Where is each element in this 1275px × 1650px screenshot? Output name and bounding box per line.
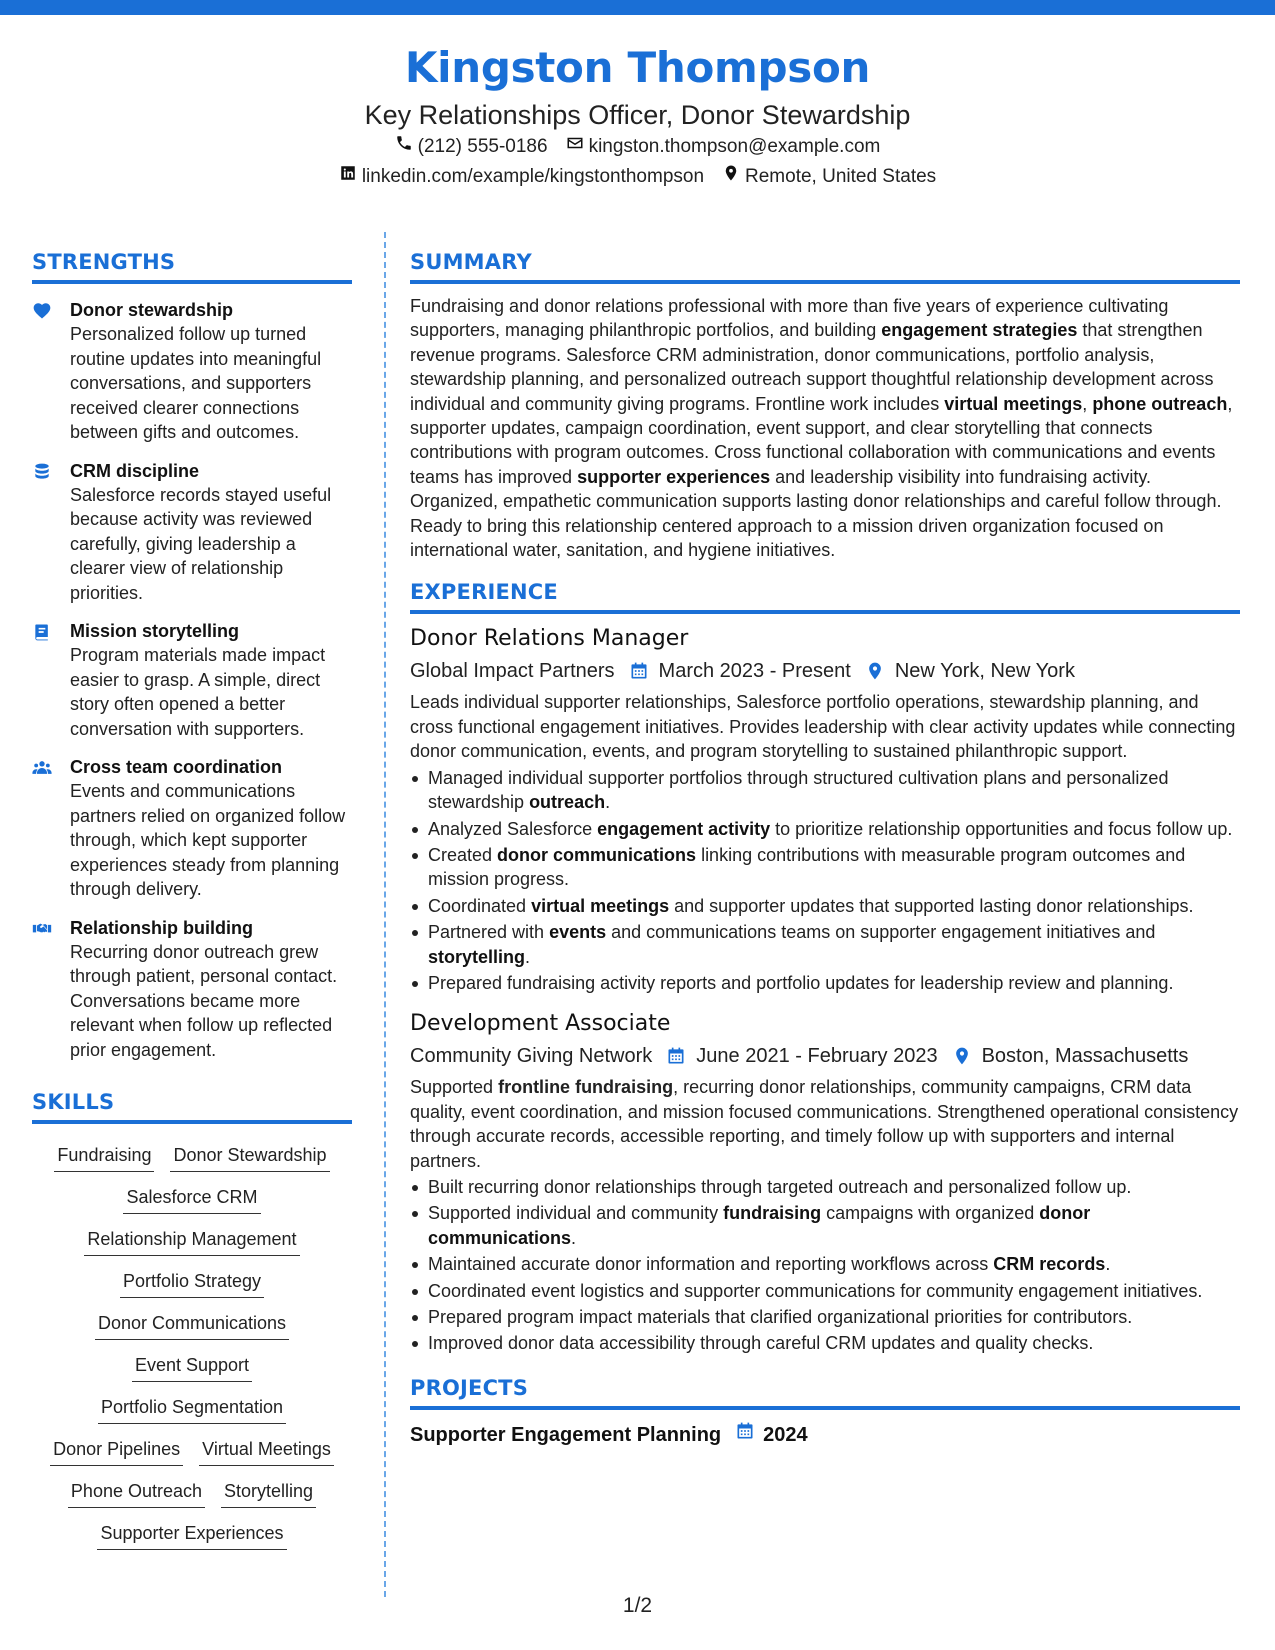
strength-desc: Program materials made impact easier to grasp. A simple, direct story often opened a better conversation with supporters.: [70, 645, 326, 739]
bullet-text: Analyzed Salesforce: [428, 818, 598, 839]
strength-desc: Events and communications partners relied on organized follow through, which kept supporter experiences steady from planning through delivery.: [70, 781, 346, 899]
strength-title: CRM discipline: [70, 460, 200, 481]
bullet-item: [410, 894, 1240, 918]
bullet-text: Prepared fundraising activity reports and portfolio updates for leadership review and planning.: [428, 972, 1174, 993]
desc-text: , recurring donor relationships, community campaigns, CRM data quality, event coordination, and mission focused communications. Strengthened operational consistency through accurate records, accessible reporting, and timely follow up with supporters and internal partners.: [410, 1077, 1239, 1171]
job-bullets: [410, 1175, 1240, 1356]
envelope-icon: [566, 132, 584, 162]
company-name: Global Impact Partners: [410, 660, 615, 683]
skill-tag: Donor Communications: [95, 1310, 289, 1340]
users-icon: [32, 755, 70, 902]
desc-keyword: frontline fundraising: [498, 1077, 674, 1098]
right-column: [410, 248, 1240, 1450]
bullet-text: .: [525, 946, 531, 967]
top-accent-bar: [0, 0, 1275, 15]
phone-icon: [395, 132, 413, 162]
project-entry: [410, 1420, 1240, 1450]
bullet-text: Built recurring donor relationships through targeted outreach and personalized follow up.: [428, 1176, 1132, 1197]
bullet-item: [410, 1252, 1240, 1276]
bullet-item: [410, 920, 1240, 969]
bullet-text: .: [1105, 1254, 1111, 1275]
bullet-item: [410, 1331, 1240, 1355]
calendar-icon: [721, 1420, 763, 1450]
bullet-text: .: [605, 792, 611, 813]
map-pin-icon: [851, 661, 895, 681]
linkedin-link[interactable]: linkedin.com/example/kingstonthompson: [361, 166, 705, 187]
bullet-item: [410, 1201, 1240, 1250]
bullet-keyword: virtual meetings: [531, 895, 670, 916]
summary-heading: SUMMARY: [410, 248, 1240, 284]
linkedin-item[interactable]: [339, 162, 704, 192]
book-icon: [32, 619, 70, 741]
skill-tag: Fundraising: [54, 1142, 154, 1172]
bullet-item: [410, 766, 1240, 815]
strength-title: Cross team coordination: [70, 757, 283, 777]
bullet-text: Improved donor data accessibility through careful CRM updates and quality checks.: [428, 1333, 1094, 1354]
project-title: Supporter Engagement Planning: [410, 1423, 722, 1446]
bullet-keyword: storytelling: [428, 946, 526, 967]
job-dates: June 2021 - February 2023: [696, 1045, 938, 1068]
bullet-keyword: fundraising: [723, 1203, 822, 1224]
strength-title: Donor stewardship: [70, 300, 234, 320]
bullet-item: [410, 843, 1240, 892]
skill-tag: Donor Pipelines: [50, 1436, 183, 1466]
map-pin-icon: [938, 1046, 982, 1066]
skill-tag: Storytelling: [221, 1478, 316, 1508]
summary-text: [410, 294, 1240, 562]
bullet-item: [410, 971, 1240, 995]
skill-tag: Event Support: [132, 1352, 252, 1382]
bullet-text: linking contributions with measurable program outcomes and mission progress.: [428, 844, 1186, 890]
strength-title: Relationship building: [70, 917, 253, 938]
bullet-text: Managed individual supporter portfolios through structured cultivation plans and personalized stewardship: [428, 767, 1169, 813]
projects-heading: PROJECTS: [410, 1374, 1240, 1410]
strengths-heading: STRENGTHS: [32, 248, 352, 284]
job-meta: [410, 1041, 1240, 1071]
calendar-icon: [615, 661, 659, 681]
job-title: Development Associate: [410, 1011, 671, 1037]
job-description: Leads individual supporter relationships, Salesforce portfolio operations, stewardship planning, and cross functional engagement initiatives. Provides leadership with clear activity updates while connecting donor communication, events, and program storytelling to sustained philanthropic support.: [410, 692, 1236, 762]
bullet-keyword: donor communications: [428, 1203, 1091, 1248]
bullet-keyword: events: [549, 922, 607, 943]
skill-tag: Virtual Meetings: [199, 1436, 334, 1466]
skill-tag: Portfolio Segmentation: [98, 1394, 286, 1424]
bullet-text: Supported individual and community: [428, 1203, 724, 1224]
summary-part: and leadership visibility into fundraising activity. Organized, empathetic communication supports lasting donor relationships and careful follow through. Ready to bring this relationship centered approach to a mission driven organization focused on international water, sanitation, and hygiene initiatives.: [410, 466, 1222, 561]
summary-part: , supporter updates, campaign coordination, event support, and clear storytelling that connects contributions with program outcomes. Cross functional collaboration with communications and events teams has improved: [410, 393, 1233, 487]
summary-part: ,: [1082, 393, 1093, 414]
job-meta: [410, 656, 1240, 686]
strength-desc: Recurring donor outreach grew through patient, personal contact. Conversations became more relevant when follow up reflected prior engagement.: [70, 941, 338, 1060]
phone-text: (212) 555-0186: [417, 136, 548, 157]
bullet-text: Partnered with: [428, 922, 550, 943]
skills-heading: SKILLS: [32, 1088, 352, 1124]
job-entry: [410, 624, 1240, 995]
location-item: [722, 162, 936, 192]
location-text: Remote, United States: [745, 166, 937, 187]
summary-part: Fundraising and donor relations professional with more than five years of experience cultivating supporters, managing philanthropic portfolios, and building: [410, 296, 1169, 341]
bullet-item: [410, 1279, 1240, 1303]
job-description: [410, 1075, 1240, 1173]
map-pin-icon: [722, 162, 740, 192]
linkedin-icon: [339, 162, 357, 192]
job-location: Boston, Massachusetts: [981, 1045, 1189, 1068]
bullet-text: Coordinated: [428, 895, 532, 916]
bullet-text: .: [571, 1227, 577, 1248]
project-year: 2024: [763, 1423, 808, 1446]
skill-tag: Phone Outreach: [68, 1478, 205, 1508]
skills-list: [32, 1142, 352, 1550]
candidate-name: Kingston Thompson: [404, 43, 871, 92]
job-bullets: [410, 766, 1240, 996]
calendar-icon: [652, 1046, 696, 1066]
job-location: New York, New York: [894, 660, 1075, 683]
email-item[interactable]: [566, 132, 881, 162]
candidate-title: Key Relationships Officer, Donor Stewardship: [364, 100, 911, 130]
bullet-item: [410, 1305, 1240, 1329]
database-icon: [32, 459, 70, 606]
job-entry: [410, 1009, 1240, 1355]
contact-row-2: [0, 162, 1275, 192]
contact-row-1: [0, 132, 1275, 162]
skill-tag: Salesforce CRM: [123, 1184, 260, 1214]
strength-item: [32, 459, 352, 606]
bullet-keyword: donor communications: [497, 844, 697, 865]
bullet-text: and communications teams on supporter engagement initiatives and: [606, 922, 1156, 943]
bullet-keyword: engagement activity: [597, 818, 771, 839]
bullet-text: Created: [428, 844, 498, 865]
skill-tag: Donor Stewardship: [170, 1142, 329, 1172]
bullet-text: Maintained accurate donor information and reporting workflows across: [428, 1254, 994, 1275]
bullet-keyword: CRM records: [993, 1254, 1106, 1275]
strength-desc: Personalized follow up turned routine updates into meaningful conversations, and supporters received clearer connections between gifts and outcomes.: [70, 324, 322, 442]
company-name: Community Giving Network: [410, 1045, 653, 1068]
summary-part: that strengthen revenue programs. Salesforce CRM administration, donor communications, portfolio analysis, stewardship planning, and personalized outreach support thoughtful relationship development across individual and community giving programs. Frontline work includes: [410, 320, 1214, 414]
strength-item: [32, 298, 352, 445]
bullet-item: [410, 817, 1240, 841]
summary-keyword: supporter experiences: [577, 466, 771, 487]
strength-desc: Salesforce records stayed useful because activity was reviewed carefully, giving leadership a clearer view of relationship priorities.: [70, 484, 332, 603]
skill-tag: Relationship Management: [84, 1226, 299, 1256]
bullet-text: Prepared program impact materials that clarified organizational priorities for contributors.: [428, 1307, 1133, 1327]
strength-item: [32, 916, 352, 1063]
experience-heading: EXPERIENCE: [410, 578, 1240, 614]
bullet-keyword: outreach: [529, 792, 606, 813]
left-column: [32, 248, 352, 1550]
heart-icon: [32, 298, 70, 445]
skill-tag: Supporter Experiences: [97, 1520, 286, 1550]
bullet-text: Coordinated event logistics and supporter communications for community engagement initiatives.: [428, 1280, 1203, 1301]
job-dates: March 2023 - Present: [658, 660, 851, 683]
strength-item: [32, 619, 352, 741]
summary-keyword: phone outreach: [1092, 393, 1228, 414]
bullet-text: campaigns with organized: [821, 1203, 1040, 1224]
bullet-text: and supporter updates that supported lasting donor relationships.: [669, 895, 1194, 916]
skill-tag: Portfolio Strategy: [120, 1268, 264, 1298]
email-link[interactable]: kingston.thompson@example.com: [588, 136, 881, 157]
handshake-icon: [32, 916, 70, 1063]
page-number: 1/2: [622, 1594, 653, 1617]
summary-keyword: engagement strategies: [881, 320, 1078, 341]
summary-keyword: virtual meetings: [944, 393, 1083, 414]
strength-item: [32, 755, 352, 902]
desc-text: Supported: [410, 1077, 499, 1098]
column-divider: [384, 232, 386, 1597]
bullet-text: to prioritize relationship opportunities and focus follow up.: [770, 818, 1233, 839]
bullet-item: [410, 1175, 1240, 1199]
strength-title: Mission storytelling: [70, 621, 240, 641]
phone-item: [395, 132, 548, 162]
job-title: Donor Relations Manager: [410, 626, 689, 652]
resume-header: [0, 40, 1275, 192]
